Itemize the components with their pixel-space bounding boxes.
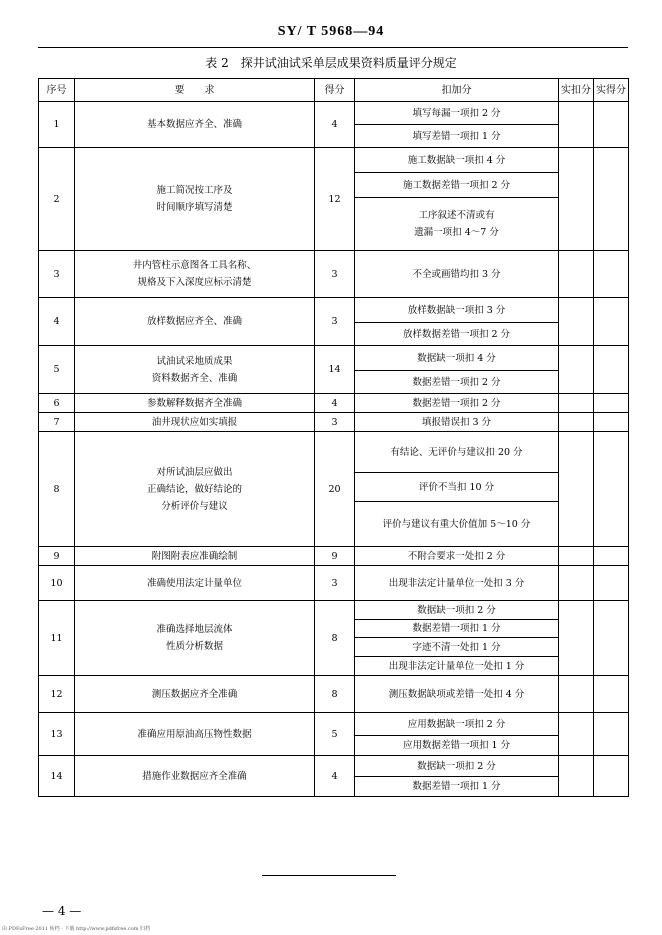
table-row	[39, 298, 629, 323]
header-rule	[38, 47, 628, 48]
row-actual-score	[594, 394, 629, 413]
row-actual-score	[594, 713, 629, 756]
row-score: 20	[315, 432, 355, 547]
row-number: 4	[39, 298, 75, 346]
row-requirement: 油井现状应如实填报	[75, 413, 315, 432]
row-number: 5	[39, 346, 75, 394]
row-score: 4	[315, 394, 355, 413]
row-score: 4	[315, 756, 355, 797]
standard-code: SY/ T 5968—94	[277, 24, 385, 39]
row-actual-deduct	[559, 601, 594, 676]
row-actual-deduct	[559, 547, 594, 566]
row-deduction: 数据缺一项扣 2 分	[355, 756, 559, 777]
table-title: 表 2 探井试油试采单层成果资料质量评分规定	[205, 56, 457, 70]
row-number: 13	[39, 713, 75, 756]
row-requirement: 试油试采地质成果 资料数据齐全、准确	[75, 346, 315, 394]
row-deduction: 数据缺一项扣 4 分	[355, 346, 559, 371]
table-row	[39, 713, 629, 736]
row-number: 11	[39, 601, 75, 676]
row-deduction: 放样数据缺一项扣 3 分	[355, 298, 559, 323]
row-requirement: 井内管柱示意图各工具名称、 规格及下入深度应标示清楚	[75, 251, 315, 298]
row-actual-deduct	[559, 432, 594, 547]
row-deduction: 出现非法定计量单位一处扣 1 分	[355, 657, 559, 676]
row-deduction: 数据缺一项扣 2 分	[355, 601, 559, 620]
row-deduction: 不附合要求一处扣 2 分	[355, 547, 559, 566]
row-deduction: 数据差错一项扣 2 分	[355, 394, 559, 413]
row-actual-deduct	[559, 394, 594, 413]
row-number: 3	[39, 251, 75, 298]
row-number: 6	[39, 394, 75, 413]
row-number: 7	[39, 413, 75, 432]
row-requirement: 准确使用法定计量单位	[75, 566, 315, 601]
table-row	[39, 676, 629, 713]
row-deduction: 填写差错一项扣 1 分	[355, 125, 559, 148]
row-deduction: 测压数据缺项或差错一处扣 4 分	[355, 676, 559, 713]
row-deduction: 填写每漏一项扣 2 分	[355, 102, 559, 125]
row-actual-deduct	[559, 566, 594, 601]
row-deduction: 应用数据差错一项扣 1 分	[355, 736, 559, 756]
row-actual-deduct	[559, 676, 594, 713]
row-score: 4	[315, 102, 355, 148]
row-number: 2	[39, 148, 75, 251]
row-deduction: 填报错误扣 3 分	[355, 413, 559, 432]
row-requirement: 对所试油层应做出 正确结论，做好结论的 分析评价与建议	[75, 432, 315, 547]
row-actual-deduct	[559, 298, 594, 346]
row-number: 14	[39, 756, 75, 797]
row-actual-score	[594, 756, 629, 797]
row-actual-deduct	[559, 251, 594, 298]
row-score: 3	[315, 413, 355, 432]
table-row	[39, 566, 629, 601]
row-requirement: 准确应用原油高压物性数据	[75, 713, 315, 756]
table-row	[39, 756, 629, 777]
row-score: 8	[315, 676, 355, 713]
header-deduction: 扣加分	[355, 79, 559, 102]
row-actual-score	[594, 298, 629, 346]
row-requirement: 参数解释数据齐全准确	[75, 394, 315, 413]
row-number: 10	[39, 566, 75, 601]
table-row	[39, 148, 629, 173]
header-actual-deduct: 实扣分	[559, 79, 594, 102]
row-actual-score	[594, 566, 629, 601]
row-actual-deduct	[559, 346, 594, 394]
row-score: 8	[315, 601, 355, 676]
row-deduction: 数据差错一项扣 2 分	[355, 371, 559, 394]
row-score: 14	[315, 346, 355, 394]
row-actual-score	[594, 346, 629, 394]
footer-credit: 由 PDFsFree 2011 转档 · 下载 http://www.pdfsfree.com 归档	[2, 926, 151, 932]
row-actual-score	[594, 102, 629, 148]
row-actual-score	[594, 601, 629, 676]
row-deduction: 工序叙述不清或有 遗漏一项扣 4～7 分	[355, 198, 559, 251]
row-actual-deduct	[559, 148, 594, 251]
row-score: 3	[315, 566, 355, 601]
row-score: 9	[315, 547, 355, 566]
row-actual-score	[594, 148, 629, 251]
row-actual-score	[594, 676, 629, 713]
row-number: 9	[39, 547, 75, 566]
table-row	[39, 251, 629, 298]
row-actual-score	[594, 413, 629, 432]
table-header-row	[39, 79, 629, 102]
row-deduction: 应用数据缺一项扣 2 分	[355, 713, 559, 736]
row-number: 1	[39, 102, 75, 148]
row-deduction: 施工数据缺一项扣 4 分	[355, 148, 559, 173]
row-requirement: 准确选择地层流体 性质分析数据	[75, 601, 315, 676]
row-score: 3	[315, 251, 355, 298]
row-deduction: 出现非法定计量单位一处扣 3 分	[355, 566, 559, 601]
header-requirement: 要 求	[75, 79, 315, 102]
row-requirement: 施工简况按工序及 时间顺序填写清楚	[75, 148, 315, 251]
row-actual-deduct	[559, 756, 594, 797]
row-score: 5	[315, 713, 355, 756]
row-deduction: 有结论、无评价与建议扣 20 分	[355, 432, 559, 473]
row-number: 8	[39, 432, 75, 547]
row-actual-score	[594, 432, 629, 547]
row-requirement: 放样数据应齐全、准确	[75, 298, 315, 346]
row-actual-deduct	[559, 713, 594, 756]
row-requirement: 措施作业数据应齐全准确	[75, 756, 315, 797]
row-deduction: 施工数据差错一项扣 2 分	[355, 173, 559, 198]
row-deduction: 数据差错一项扣 1 分	[355, 777, 559, 797]
row-number: 12	[39, 676, 75, 713]
row-deduction: 不全或画错均扣 3 分	[355, 251, 559, 298]
row-deduction: 评价与建议有重大价值加 5～10 分	[355, 502, 559, 547]
row-actual-deduct	[559, 102, 594, 148]
table-row	[39, 432, 629, 473]
table-row	[39, 413, 629, 432]
table-row	[39, 102, 629, 125]
table-row	[39, 547, 629, 566]
scoring-table	[38, 78, 629, 797]
row-deduction: 评价不当扣 10 分	[355, 473, 559, 502]
header-actual-score: 实得分	[594, 79, 629, 102]
row-deduction: 数据差错一项扣 1 分	[355, 620, 559, 638]
row-score: 12	[315, 148, 355, 251]
row-requirement: 基本数据应齐全、准确	[75, 102, 315, 148]
page-number: — 4 —	[42, 904, 82, 918]
table-row	[39, 394, 629, 413]
row-deduction: 放样数据差错一项扣 2 分	[355, 323, 559, 346]
table-row	[39, 601, 629, 620]
row-deduction: 字迹不清一处扣 1 分	[355, 638, 559, 657]
table-body	[39, 102, 629, 797]
header-no: 序号	[39, 79, 75, 102]
row-requirement: 测压数据应齐全准确	[75, 676, 315, 713]
scoring-table-wrapper	[38, 78, 628, 797]
row-actual-score	[594, 251, 629, 298]
table-row	[39, 346, 629, 371]
row-actual-score	[594, 547, 629, 566]
row-score: 3	[315, 298, 355, 346]
header-score: 得分	[315, 79, 355, 102]
footer-rule	[262, 875, 396, 876]
row-actual-deduct	[559, 413, 594, 432]
row-requirement: 附图附表应准确绘制	[75, 547, 315, 566]
